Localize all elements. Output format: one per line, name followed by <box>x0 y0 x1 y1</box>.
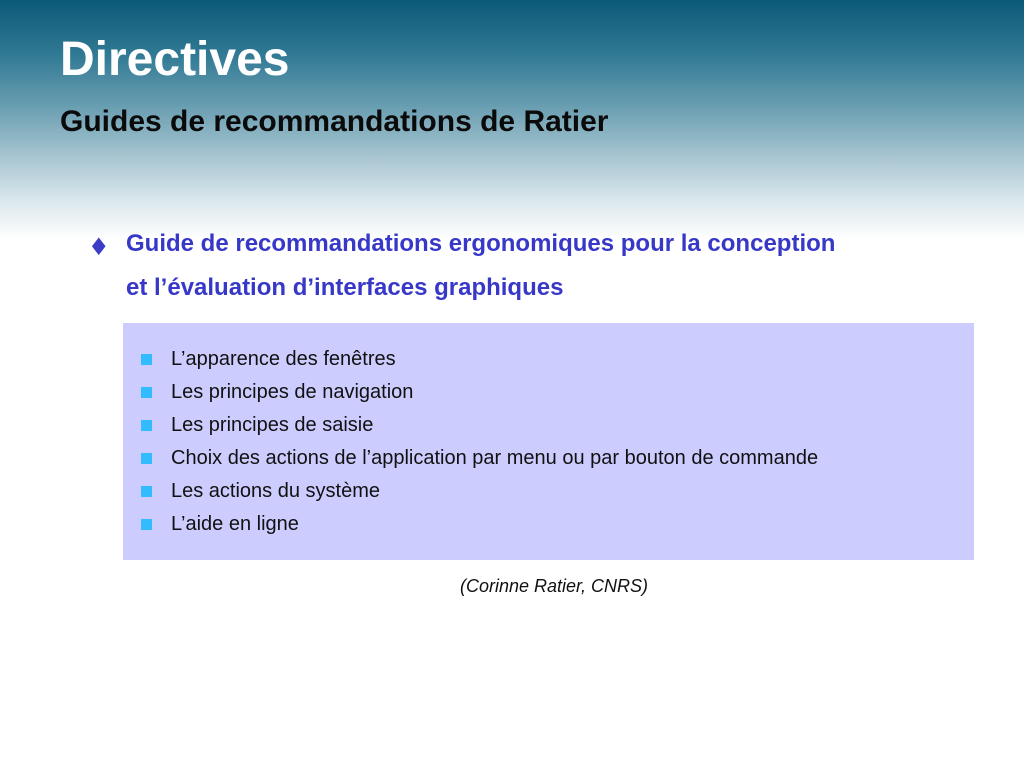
topic-label: L’apparence des fenêtres <box>171 348 396 370</box>
square-bullet-icon <box>141 354 152 365</box>
square-bullet-icon <box>141 486 152 497</box>
topics-list <box>123 343 974 541</box>
list-item <box>123 409 974 442</box>
main-bullet-text: Guide de recommandations ergonomiques pour la conception et l’évaluation d’interfaces graphiques <box>126 230 836 301</box>
topic-label: Les principes de saisie <box>171 414 374 436</box>
list-item <box>123 508 974 541</box>
topics-box <box>123 323 974 560</box>
topic-label: Choix des actions de l’application par menu ou par bouton de commande <box>171 447 819 469</box>
slide-title: Directives <box>60 33 290 86</box>
list-item <box>123 442 974 475</box>
topic-label: L’aide en ligne <box>171 513 299 535</box>
topic-label: Les principes de navigation <box>171 381 414 403</box>
list-item <box>123 376 974 409</box>
list-item <box>123 475 974 508</box>
slide-subtitle: Guides de recommandations de Ratier <box>60 105 609 138</box>
list-item <box>123 343 974 376</box>
diamond-bullet-icon: ♦ <box>88 233 110 261</box>
square-bullet-icon <box>141 453 152 464</box>
square-bullet-icon <box>141 519 152 530</box>
square-bullet-icon <box>141 420 152 431</box>
square-bullet-icon <box>141 387 152 398</box>
topic-label: Les actions du système <box>171 480 380 502</box>
citation: (Corinne Ratier, CNRS) <box>460 576 649 596</box>
